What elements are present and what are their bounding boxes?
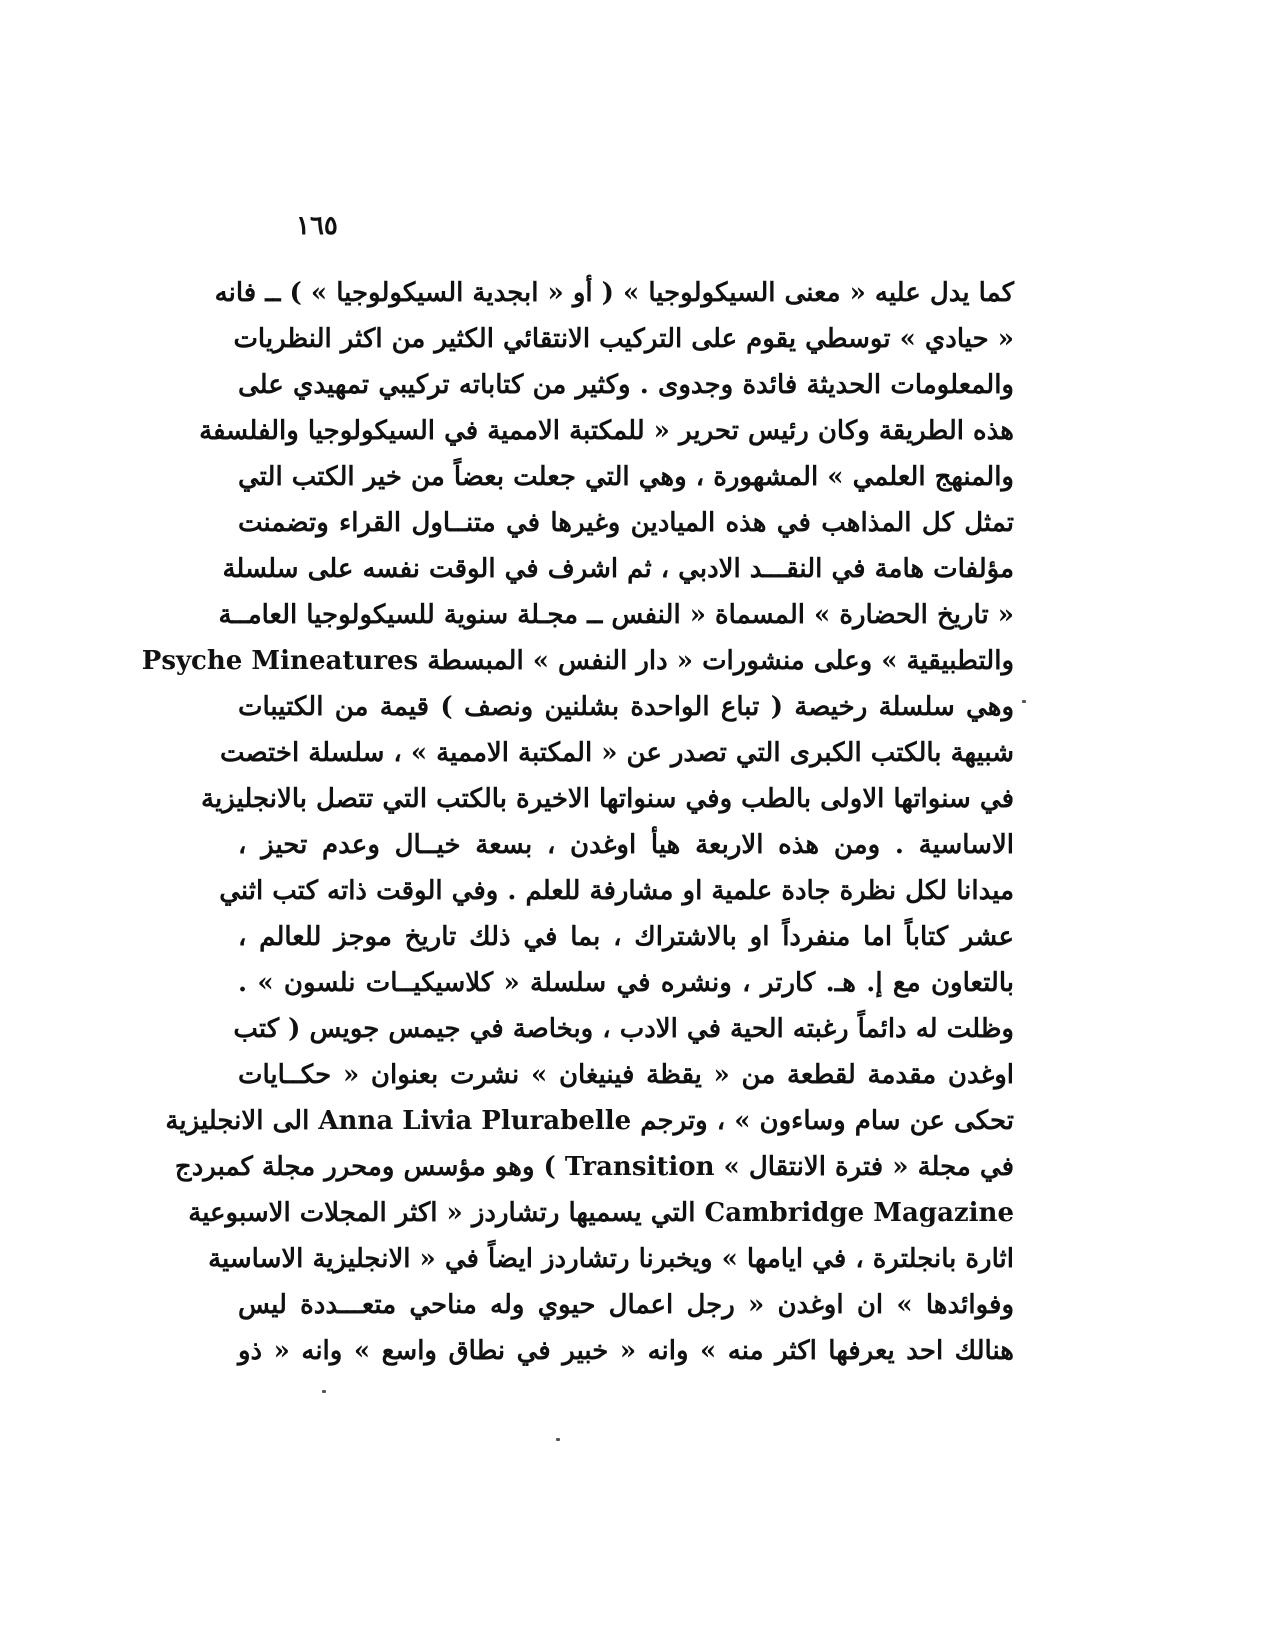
text-line: في سنواتها الاولى بالطب وفي سنواتها الاخيرة بالكتب التي تتصل بالانجليزية [201, 784, 1014, 814]
text-line: شبيهة بالكتب الكبرى التي تصدر عن « المكتبة الاممية » ، سلسلة اختصت [219, 738, 1014, 768]
text-line: اوغدن مقدمة لقطعة من « يقظة فينيغان » نشرت بعنوان « حكــايات [238, 1060, 1014, 1090]
scan-speck [556, 1438, 560, 1441]
text-line: ميدانا لكل نظرة جادة علمية او مشارفة للعلم . وفي الوقت ذاته كتب اثني [219, 876, 1014, 906]
text-line: والمعلومات الحديثة فائدة وجدوى . وكثير من كتاباته تركيبي تمهيدي على [238, 370, 1014, 400]
text-line: بالتعاون مع إ. هـ. كارتر ، ونشره في سلسلة « كلاسيكيــات نلسون » . [238, 968, 1014, 998]
page-number: ١٦٥ [296, 211, 338, 241]
text-line: Cambridge Magazine التي يسميها رتشاردز « اكثر المجلات الاسبوعية [188, 1198, 1014, 1228]
text-line: اثارة بانجلترة ، في ايامها » ويخبرنا رتشاردز ايضاً في « الانجليزية الاساسية [208, 1244, 1014, 1274]
text-line: وهي سلسلة رخيصة ( تباع الواحدة بشلنين ونصف ) قيمة من الكتيبات [238, 692, 1014, 722]
text-line: هنالك احد يعرفها اكثر منه » وانه « خبير في نطاق واسع » وانه « ذو [238, 1336, 1014, 1366]
text-line: هذه الطريقة وكان رئيس تحرير « للمكتبة الاممية في السيكولوجيا والفلسفة [199, 416, 1014, 446]
scan-speck [1022, 700, 1026, 703]
text-line: والمنهج العلمي » المشهورة ، وهي التي جعلت بعضاً من خير الكتب التي [238, 462, 1014, 492]
text-line: « تاريخ الحضارة » المسماة « النفس ــ مجـلة سنوية للسيكولوجيا العامــة [218, 600, 1014, 630]
text-line: مؤلفات هامة في النقـــد الادبي ، ثم اشرف في الوقت نفسه على سلسلة [222, 554, 1014, 584]
text-line: تمثل كل المذاهب في هذه الميادين وغيرها في متنــاول القراء وتضمنت [238, 508, 1014, 538]
text-line: تحكى عن سام وساءون » ، وترجم Anna Livia Plurabelle الى الانجليزية [165, 1106, 1014, 1136]
body-text [141, 270, 1014, 1430]
text-line: « حيادي » توسطي يقوم على التركيب الانتقائي الكثير من اكثر النظريات [233, 324, 1014, 354]
text-line: الاساسية . ومن هذه الاربعة هيأ اوغدن ، بسعة خيــال وعدم تحيز ، [238, 830, 1014, 860]
text-line: وظلت له دائماً رغبته الحية في الادب ، وبخاصة في جيمس جويس ( كتب [233, 1014, 1014, 1044]
text-line: وفوائدها » ان اوغدن « رجل اعمال حيوي وله مناحي متعـــددة ليس [238, 1290, 1014, 1320]
scan-speck [322, 1390, 326, 1393]
text-line: عشر كتاباً اما منفرداً او بالاشتراك ، بما في ذلك تاريخ موجز للعالم ، [238, 922, 1014, 952]
text-line: والتطبيقية » وعلى منشورات « دار النفس » المبسطة Psyche Mineatures [141, 646, 1014, 676]
text-line: كما يدل عليه « معنى السيكولوجيا » ( أو « ابجدية السيكولوجيا » ) ــ فانه [214, 278, 1014, 308]
text-line: في مجلة « فترة الانتقال » Transition ) وهو مؤسس ومحرر مجلة كمبردج [174, 1152, 1014, 1182]
